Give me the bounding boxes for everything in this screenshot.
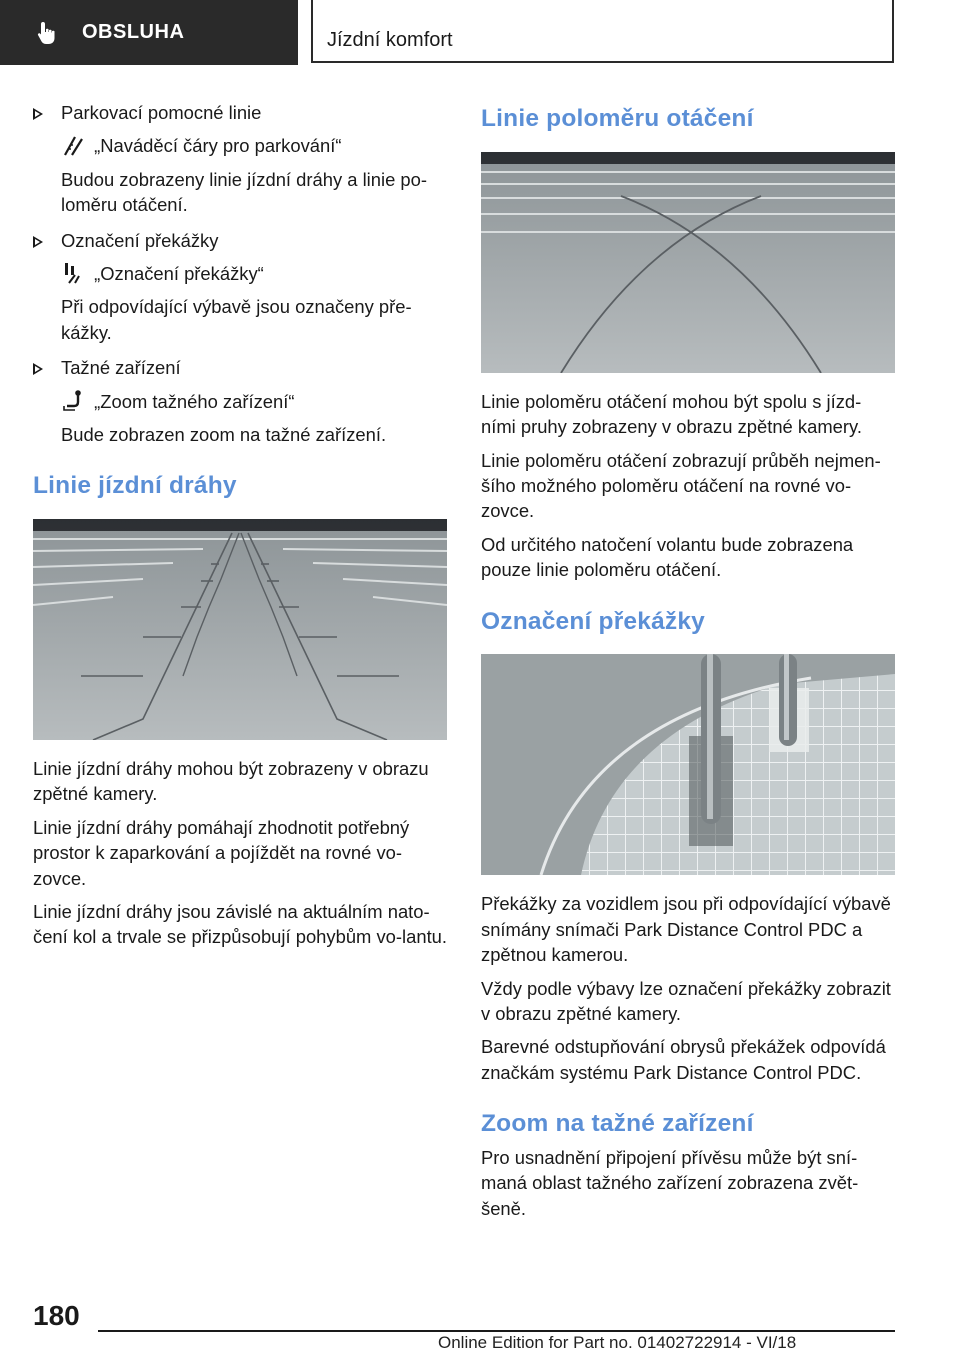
bullet-quote: „Zoom tažného zařízení“ [94, 390, 295, 412]
section-heading: Zoom na tažné zařízení [481, 1110, 754, 1138]
bullet-title: Tažné zařízení [61, 357, 181, 379]
parking-lines-icon [61, 133, 85, 157]
driving-lane-lines-image [33, 519, 447, 740]
paragraph: Pro usnadnění připojení přívěsu může být sní-maná oblast tažného zařízení zobrazena zvět-šeně. [481, 1146, 859, 1219]
triangle-bullet-icon [33, 236, 43, 248]
obstacle-marking-icon [61, 261, 85, 285]
chapter-title-box [311, 0, 894, 63]
turning-radius-lines-image [481, 152, 895, 373]
bullet-quote: „Naváděcí čáry pro parkování“ [94, 135, 342, 157]
section-label: OBSLUHA [82, 21, 185, 43]
list-item [33, 355, 447, 447]
left-column [33, 100, 447, 958]
bullet-quote-row [61, 133, 447, 158]
paragraph: Překážky za vozidlem jsou při odpovídající výbavě snímány snímači Park Distance Control PDC a zpětnou kamerou. [481, 893, 891, 966]
paragraph: Linie jízdní dráhy jsou závislé na aktuálním nato-čení kol a trvale se přizpůsobují pohybům vo-lantu. [33, 901, 448, 948]
footer-divider [98, 1330, 895, 1332]
paragraph: Barevné odstupňování obrysů překážek odpovídá značkám systému Park Distance Control PDC. [481, 1036, 886, 1083]
bullet-text: Při odpovídající výbavě jsou označeny pře-kážky. [61, 296, 412, 343]
bullet-text: Budou zobrazeny linie jízdní dráhy a linie po-loměru otáčení. [61, 168, 427, 216]
paragraph: Linie poloměru otáčení mohou být spolu s jízd-ními pruhy zobrazeny v obrazu zpětné kamery. [481, 390, 862, 438]
bullet-quote-row [61, 261, 447, 286]
obstacle-marking-image [481, 654, 895, 875]
bullet-quote-row [61, 389, 447, 414]
section-heading: Linie jízdní dráhy [33, 472, 237, 500]
tow-hitch-icon [61, 389, 85, 413]
bullet-quote: „Označení překážky“ [94, 262, 264, 284]
triangle-bullet-icon [33, 108, 43, 120]
edition-text: Online Edition for Part no. 01402722914 - VI/18 [438, 1333, 797, 1352]
triangle-bullet-icon [33, 363, 43, 375]
paragraph: Linie jízdní dráhy mohou být zobrazeny v obrazu zpětné kamery. [33, 758, 429, 805]
paragraph: Linie poloměru otáčení zobrazují průběh nejmen-šího možného poloměru otáčení na rovné vo-zovce. [481, 449, 881, 522]
chapter-title: Jízdní komfort [327, 29, 453, 51]
bullet-title: Označení překážky [61, 229, 219, 251]
page-number: 180 [33, 1300, 80, 1331]
paragraph: Vždy podle výbavy lze označení překážky zobrazit v obrazu zpětné kamery. [481, 977, 891, 1024]
section-tab [0, 0, 298, 65]
list-item [33, 100, 447, 218]
paragraph: Linie jízdní dráhy pomáhají zhodnotit potřebný prostor k zaparkování a pojíždět na rovné vo-zovce. [33, 816, 410, 889]
paragraph: Od určitého natočení volantu bude zobrazena pouze linie poloměru otáčení. [481, 533, 854, 581]
section-heading: Linie poloměru otáčení [481, 105, 754, 132]
hand-pointer-icon [34, 19, 62, 47]
bullet-text: Bude zobrazen zoom na tažné zařízení. [61, 423, 387, 445]
list-item [33, 228, 447, 346]
bullet-title: Parkovací pomocné linie [61, 102, 262, 123]
right-column [481, 100, 895, 1229]
section-heading: Označení překážky [481, 607, 706, 635]
